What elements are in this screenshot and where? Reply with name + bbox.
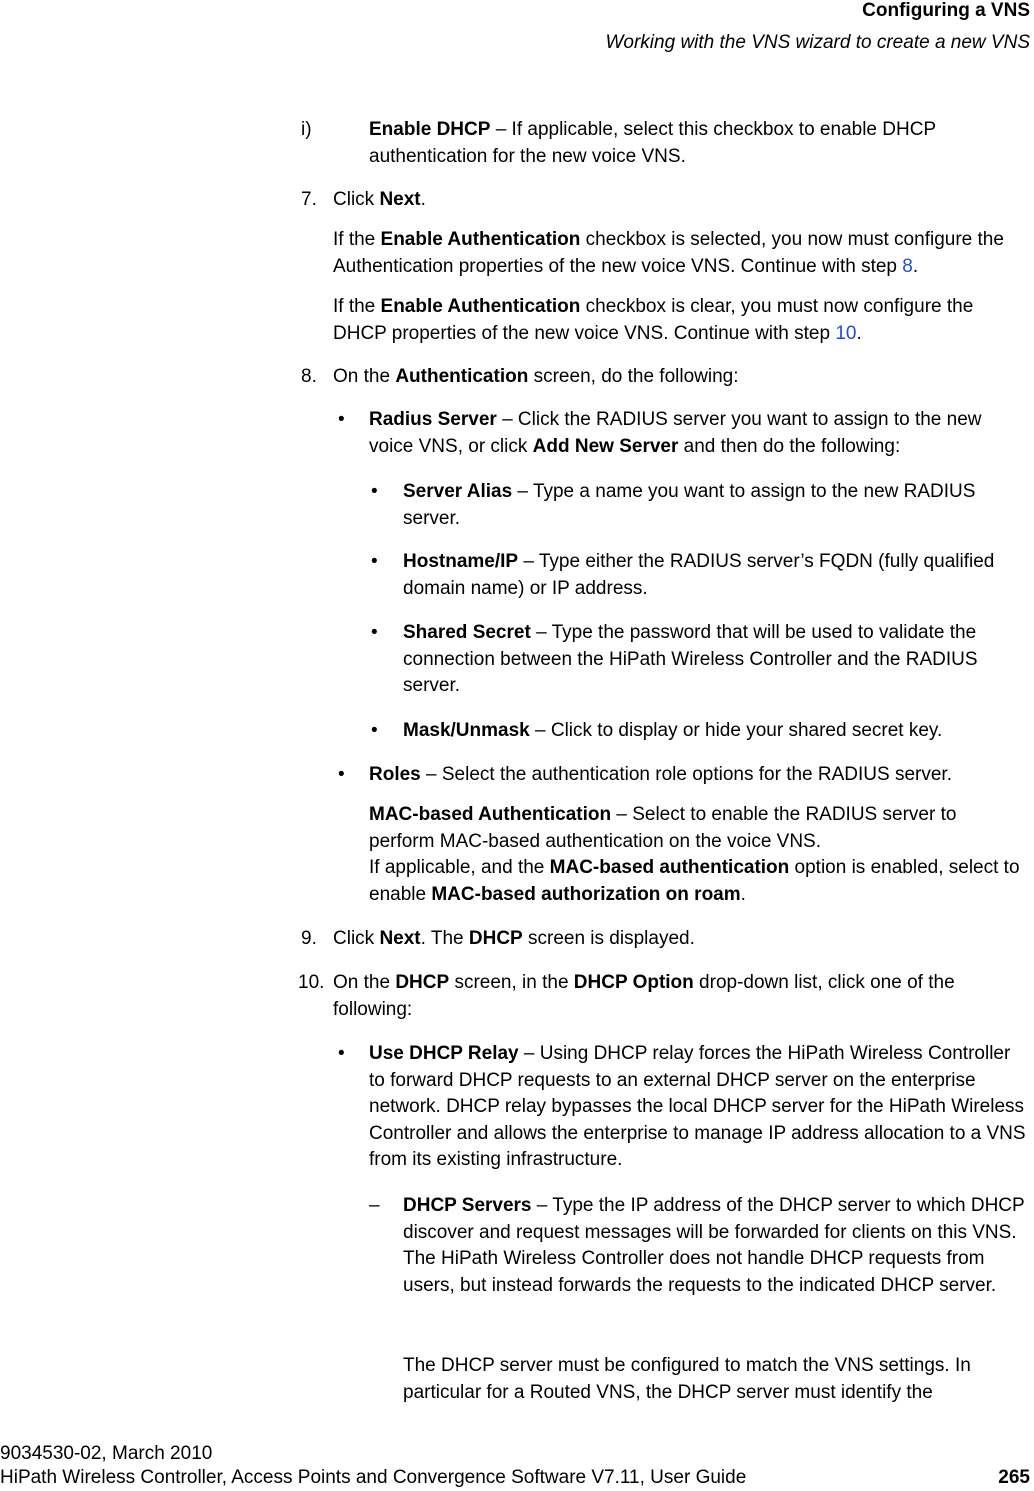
running-header-subtitle: Working with the VNS wizard to create a new VNS	[605, 32, 1030, 53]
term: Server Alias	[403, 481, 513, 502]
text: .	[912, 255, 919, 277]
text: drop-down list, click one of the following:	[333, 972, 955, 1020]
text: – If applicable, select this checkbox to enable DHCP authentication for the new voice VNS.	[369, 119, 936, 167]
text: .	[856, 322, 862, 344]
footer-doc-id: 9034530-02, March 2010	[0, 1443, 213, 1464]
dash-dhcp-servers-note: The DHCP server must be configured to match the VNS settings. In particular for a Routed VNS, the DHCP server must identify the	[403, 1355, 971, 1403]
text: – Click to display or hide your shared secret key.	[529, 720, 943, 741]
term: Add New Server	[532, 435, 679, 457]
page-number: 265	[998, 1467, 1030, 1488]
text: – Select to enable the RADIUS server to perform MAC-based authentication on the voice VNS.	[369, 804, 957, 852]
text: and then do the following:	[678, 435, 901, 457]
term: Enable Authentication	[380, 229, 581, 250]
bullet-radius-server	[369, 407, 1030, 460]
term: Use DHCP Relay	[369, 1043, 519, 1064]
text: .	[740, 883, 746, 905]
text: screen is displayed.	[522, 928, 695, 949]
term: DHCP Option	[573, 972, 694, 993]
term: MAC-based authentication	[549, 857, 790, 878]
step-number: 10.	[298, 972, 325, 993]
step-7-para-2	[333, 294, 1030, 347]
text: Click	[333, 189, 380, 210]
term: MAC-based Authentication	[369, 804, 612, 825]
text: – Click the RADIUS server you want to assign to the new voice VNS, or click	[369, 409, 982, 457]
text: – Type a name you want to assign to the new RADIUS server.	[403, 481, 976, 529]
item-enable-dhcp	[369, 117, 1029, 170]
sub-bullet-server-alias	[403, 479, 1029, 532]
item-marker: i)	[301, 119, 312, 140]
text: – Using DHCP relay forces the HiPath Wireless Controller to forward DHCP requests to an external DHCP server on the enterprise network. DHCP relay bypasses the local DHCP server for the HiPath Wireless Controller and allows the enterprise to manage IP address allocation to a VNS from its existing infrastructure.	[369, 1043, 1026, 1170]
step-number: 8.	[301, 366, 317, 387]
step-7	[333, 187, 1029, 214]
term: Hostname/IP	[403, 551, 519, 572]
bullet-marker: •	[371, 481, 378, 502]
term: Radius Server	[369, 409, 497, 430]
text: screen, in the	[449, 972, 574, 993]
text: Click	[333, 928, 380, 949]
text: – Select the authentication role options for the RADIUS server.	[420, 764, 952, 785]
text: If the	[333, 229, 381, 250]
bullet-roles	[369, 762, 1029, 789]
term: Authentication	[395, 366, 529, 387]
sub-bullet-hostname	[403, 549, 1029, 602]
text: checkbox is selected, you now must configure the Authentication properties of the new voice VNS. Continue with step	[333, 229, 1004, 277]
text: – Type the IP address of the DHCP server to which DHCP discover and request messages will be forwarded for clients on this VNS. The HiPath Wireless Controller does not handle DHCP requests from users, but instead forwards the requests to the indicated DHCP server.	[403, 1195, 1025, 1296]
bullet-marker: •	[371, 551, 378, 572]
dash-dhcp-servers	[403, 1193, 1030, 1299]
bullet-marker: •	[371, 720, 378, 741]
text: .	[420, 189, 426, 210]
step-7-para-1	[333, 227, 1030, 280]
term: Roles	[369, 764, 421, 785]
bullet-marker: •	[338, 1043, 345, 1064]
term: Shared Secret	[403, 622, 531, 643]
text: On the	[333, 366, 396, 387]
sub-bullet-shared-secret	[403, 620, 1030, 700]
text: – Type the password that will be used to validate the connection between the HiPath Wireless Controller and the RADIUS server.	[403, 622, 978, 696]
step-number: 9.	[301, 928, 317, 949]
mac-based-auth-para	[369, 802, 1021, 908]
text: – Type either the RADIUS server’s FQDN (fully qualified domain name) or IP address.	[403, 551, 995, 599]
bullet-marker: •	[371, 622, 378, 643]
step-8	[333, 364, 1029, 391]
text: If the	[333, 296, 381, 317]
step-number: 7.	[301, 189, 317, 210]
term: DHCP	[395, 972, 450, 993]
bullet-use-dhcp-relay	[369, 1041, 1030, 1174]
running-header-title: Configuring a VNS	[862, 0, 1030, 21]
text: checkbox is clear, you must now configure the DHCP properties of the new voice VNS. Continue with step	[333, 296, 974, 344]
dash-marker: –	[369, 1195, 380, 1216]
term: DHCP Servers	[403, 1195, 532, 1216]
step-10	[333, 970, 1017, 1023]
text: . The	[420, 928, 469, 949]
term: MAC-based authorization on roam	[431, 883, 741, 905]
term: Next	[379, 189, 421, 210]
bullet-marker: •	[338, 764, 345, 785]
step-9	[333, 926, 1029, 953]
footer-title: HiPath Wireless Controller, Access Points and Convergence Software V7.11, User Guide	[0, 1467, 747, 1488]
term: DHCP	[468, 928, 523, 949]
step-10-link[interactable]: 10	[835, 322, 857, 344]
text: screen, do the following:	[528, 366, 739, 387]
step-8-link[interactable]: 8	[902, 255, 913, 277]
term: Next	[379, 928, 421, 949]
term: Enable Authentication	[380, 296, 581, 317]
text: option is enabled, select to enable	[369, 857, 1020, 905]
term: Enable DHCP	[369, 119, 491, 140]
term: Mask/Unmask	[403, 720, 530, 741]
bullet-marker: •	[338, 409, 345, 430]
text: On the	[333, 972, 396, 993]
text: If applicable, and the	[369, 857, 550, 878]
sub-bullet-mask-unmask	[403, 718, 1029, 745]
